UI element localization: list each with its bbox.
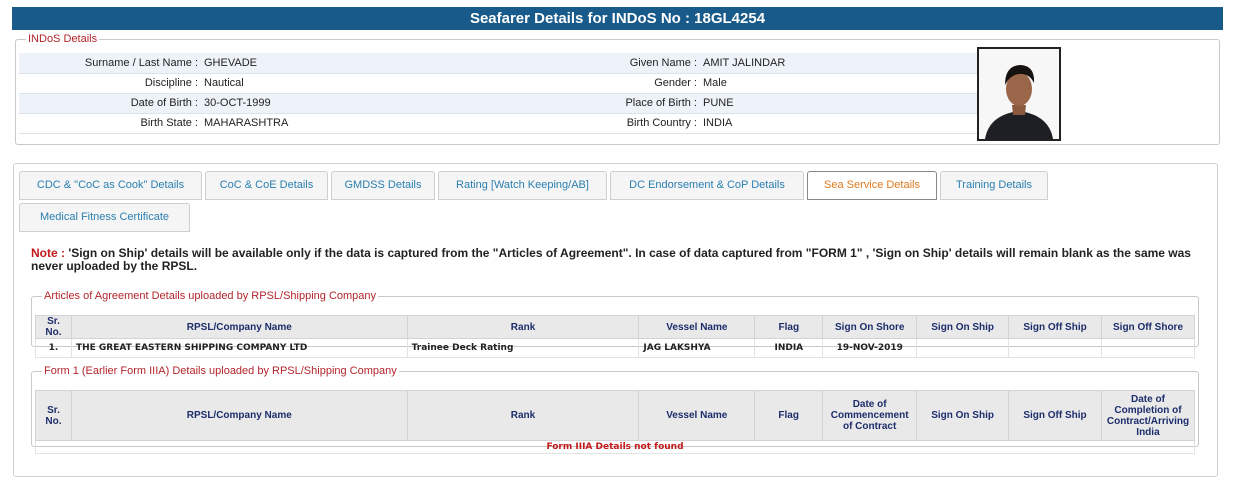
cell-sign-on-shore: 19-NOV-2019 (823, 339, 917, 358)
tab-gmdss[interactable]: GMDSS Details (331, 171, 435, 200)
articles-of-agreement-panel (31, 290, 1199, 353)
place-of-birth-value: PUNE (701, 93, 979, 113)
col-vessel-name: Vessel Name (639, 316, 755, 339)
tab-training[interactable]: Training Details (940, 171, 1048, 200)
col-sr-no: Sr. No. (36, 391, 72, 441)
col-rank: Rank (407, 391, 639, 441)
surname-value: GHEVADE (202, 53, 591, 73)
col-sign-off-shore: Sign Off Shore (1102, 316, 1195, 339)
col-flag: Flag (755, 316, 823, 339)
col-vessel-name: Vessel Name (639, 391, 755, 441)
tab-dc-endorsement-cop[interactable]: DC Endorsement & CoP Details (610, 171, 804, 200)
sign-on-ship-note (31, 247, 1201, 273)
col-company-name: RPSL/Company Name (71, 316, 407, 339)
indos-row (19, 113, 979, 133)
col-rank: Rank (407, 316, 639, 339)
indos-details-legend: INDoS Details (28, 33, 98, 45)
col-sign-off-ship: Sign Off Ship (1009, 391, 1102, 441)
gender-label: Gender : (591, 73, 701, 93)
birth-country-label: Birth Country : (591, 113, 701, 133)
articles-table (35, 315, 1195, 358)
dob-label: Date of Birth : (19, 93, 202, 113)
given-name-value: AMIT JALINDAR (701, 53, 979, 73)
cell-sign-off-ship (1009, 339, 1102, 358)
cell-flag: INDIA (755, 339, 823, 358)
discipline-label: Discipline : (19, 73, 202, 93)
indos-row (19, 53, 979, 73)
col-sr-no: Sr. No. (36, 316, 72, 339)
birth-state-value: MAHARASHTRA (202, 113, 591, 133)
table-header-row (36, 391, 1195, 441)
indos-row (19, 73, 979, 93)
form1-panel (31, 365, 1199, 452)
given-name-label: Given Name : (591, 53, 701, 73)
articles-legend: Articles of Agreement Details uploaded by RPSL/Shipping Company (44, 290, 377, 302)
col-sign-on-ship: Sign On Ship (917, 316, 1009, 339)
tab-medical-fitness[interactable]: Medical Fitness Certificate (19, 203, 190, 232)
gender-value: Male (701, 73, 979, 93)
cell-sign-off-shore (1102, 339, 1195, 358)
birth-country-value: INDIA (701, 113, 979, 133)
discipline-value: Nautical (202, 73, 591, 93)
col-sign-on-shore: Sign On Shore (823, 316, 917, 339)
surname-label: Surname / Last Name : (19, 53, 202, 73)
col-sign-on-ship: Sign On Ship (917, 391, 1009, 441)
cell-company-name: THE GREAT EASTERN SHIPPING COMPANY LTD (71, 339, 407, 358)
indos-details-table (19, 53, 979, 134)
birth-state-label: Birth State : (19, 113, 202, 133)
table-header-row (36, 316, 1195, 339)
form1-legend: Form 1 (Earlier Form IIIA) Details uploaded by RPSL/Shipping Company (44, 365, 397, 377)
not-found-message: Form IIIA Details not found (36, 441, 1195, 454)
cell-sign-on-ship (917, 339, 1009, 358)
cell-rank: Trainee Deck Rating (407, 339, 639, 358)
dob-value: 30-OCT-1999 (202, 93, 591, 113)
form1-table (35, 390, 1195, 454)
note-text: 'Sign on Ship' details will be available only if the data is captured from the "Articles of Agreement". In case of data captured from "FORM 1" , 'Sign on Ship' details will remain blank as the same was never uploaded by the RPSL. (31, 246, 1191, 273)
table-row (36, 339, 1195, 358)
tab-sea-service[interactable]: Sea Service Details (807, 171, 937, 200)
col-sign-off-ship: Sign Off Ship (1009, 316, 1102, 339)
indos-row (19, 93, 979, 113)
note-label: Note : (31, 246, 65, 260)
col-date-of-completion: Date of Completion of Contract/Arriving India (1101, 391, 1194, 441)
table-row (36, 441, 1195, 454)
col-date-of-commencement: Date of Commencement of Contract (823, 391, 917, 441)
col-flag: Flag (755, 391, 823, 441)
cell-vessel-name: JAG LAKSHYA (639, 339, 755, 358)
seafarer-photo (977, 47, 1061, 141)
page-title: Seafarer Details for INDoS No : 18GL4254 (12, 7, 1223, 30)
tab-coc-coe[interactable]: CoC & CoE Details (205, 171, 328, 200)
tab-cdc-coc-as-cook[interactable]: CDC & "CoC as Cook" Details (19, 171, 202, 200)
col-company-name: RPSL/Company Name (71, 391, 407, 441)
cell-sr-no: 1. (36, 339, 72, 358)
tab-rating-watch-keeping[interactable]: Rating [Watch Keeping/AB] (438, 171, 607, 200)
place-of-birth-label: Place of Birth : (591, 93, 701, 113)
person-portrait-icon (979, 49, 1059, 139)
